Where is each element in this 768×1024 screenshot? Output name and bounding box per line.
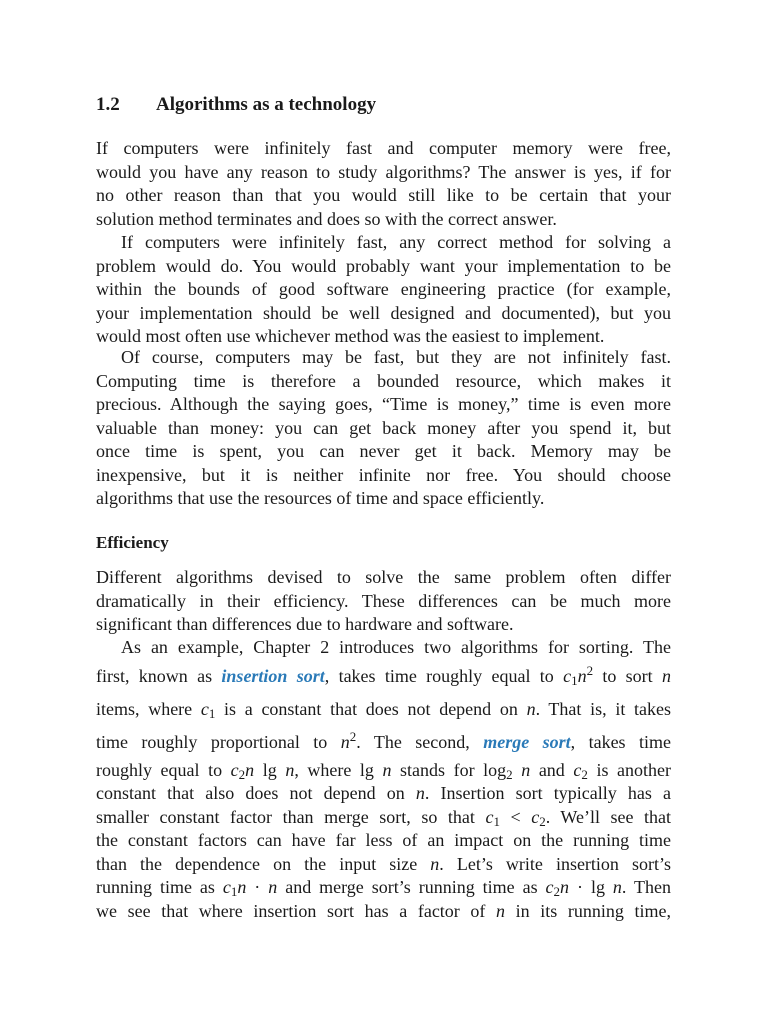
text-line: roughly equal to $c_2n$ lg n, where lg n stands for $\log_2 n$ and $c_2$ is another: [96, 759, 671, 782]
text-line: significant than differences due to hardware and software.: [96, 614, 514, 634]
text-line: we see that where insertion sort has a factor of n in its running time,: [96, 900, 672, 921]
text-line: no other reason than that you would still like to be certain that your: [96, 185, 671, 205]
text-line: running time as $c_1n \cdot n$ and merge sort’s running time as $c_2n \cdot \lg n$. Then: [96, 877, 672, 899]
text-line: dramatically in their efficiency. These differences can be much more: [96, 590, 671, 611]
text-line: inexpensive, but it is neither infinite nor free. You should choose: [96, 464, 671, 485]
text-line: Of course, computers may be fast, but they are not infinitely fast.: [121, 347, 671, 367]
merge-sort-term: merge sort: [483, 731, 571, 752]
text-line: would you have any reason to study algorithms? The answer is yes, if for: [96, 161, 671, 182]
text-line: Different algorithms devised to solve the same problem often differ: [96, 567, 671, 587]
section-number: 1.2: [96, 94, 120, 115]
text-line: constant that also does not depend on n. Insertion sort typically has a: [96, 783, 671, 803]
text-line: If computers were infinitely fast, any correct method for solving a: [121, 232, 671, 252]
text-line: precious. Although the saying goes, “Time is money,” time is even more: [96, 394, 671, 414]
text-line: items, where $c_1$ is a constant that does not depend on n. That is, it takes: [96, 698, 671, 721]
efficiency-heading: Efficiency: [96, 533, 169, 552]
text-line: would most often use whichever method was the easiest to implement.: [96, 326, 605, 346]
text-line: the constant factors can have far less of an impact on the running time: [96, 830, 671, 850]
text-line: your implementation should be well designed and documented), but you: [96, 302, 671, 323]
text-line: solution method terminates and does so with the correct answer.: [96, 208, 557, 229]
paragraph-sorting-example: [96, 636, 671, 923]
text-line: If computers were infinitely fast and computer memory were free,: [96, 138, 671, 158]
paragraph-of-course: [96, 346, 671, 511]
text-line: As an example, Chapter 2 introduces two algorithms for sorting. The: [121, 637, 671, 657]
text-line: than the dependence on the input size n. Let’s write insertion sort’s: [96, 853, 671, 874]
text-line: within the bounds of good software engineering practice (for example,: [96, 279, 671, 299]
text-line: once time is spent, you can never get it back. Memory may be: [96, 441, 671, 461]
text-line: smaller constant factor than merge sort, so that $c_1 < c_2$. We’ll see that: [96, 806, 672, 829]
text-line: Computing time is therefore a bounded resource, which makes it: [96, 370, 671, 391]
text-line: valuable than money: you can get back money after you spend it, but: [96, 417, 671, 438]
text-line: time roughly proportional to $n^2$. The second, merge sort, takes time: [96, 728, 671, 752]
section-heading: [96, 94, 376, 116]
paragraph-different-algorithms: [96, 566, 671, 637]
text-line: first, known as insertion sort, takes time roughly equal to $c_1n^2$ to sort n: [96, 662, 671, 688]
section-title: Algorithms as a technology: [156, 94, 377, 115]
insertion-sort-term: insertion sort: [221, 665, 325, 686]
paragraph-intro: [96, 137, 671, 231]
text-line: algorithms that use the resources of time and space efficiently.: [96, 488, 545, 508]
paragraph-infinitely-fast: [96, 231, 671, 349]
text-line: problem would do. You would probably want your implementation to be: [96, 255, 671, 276]
